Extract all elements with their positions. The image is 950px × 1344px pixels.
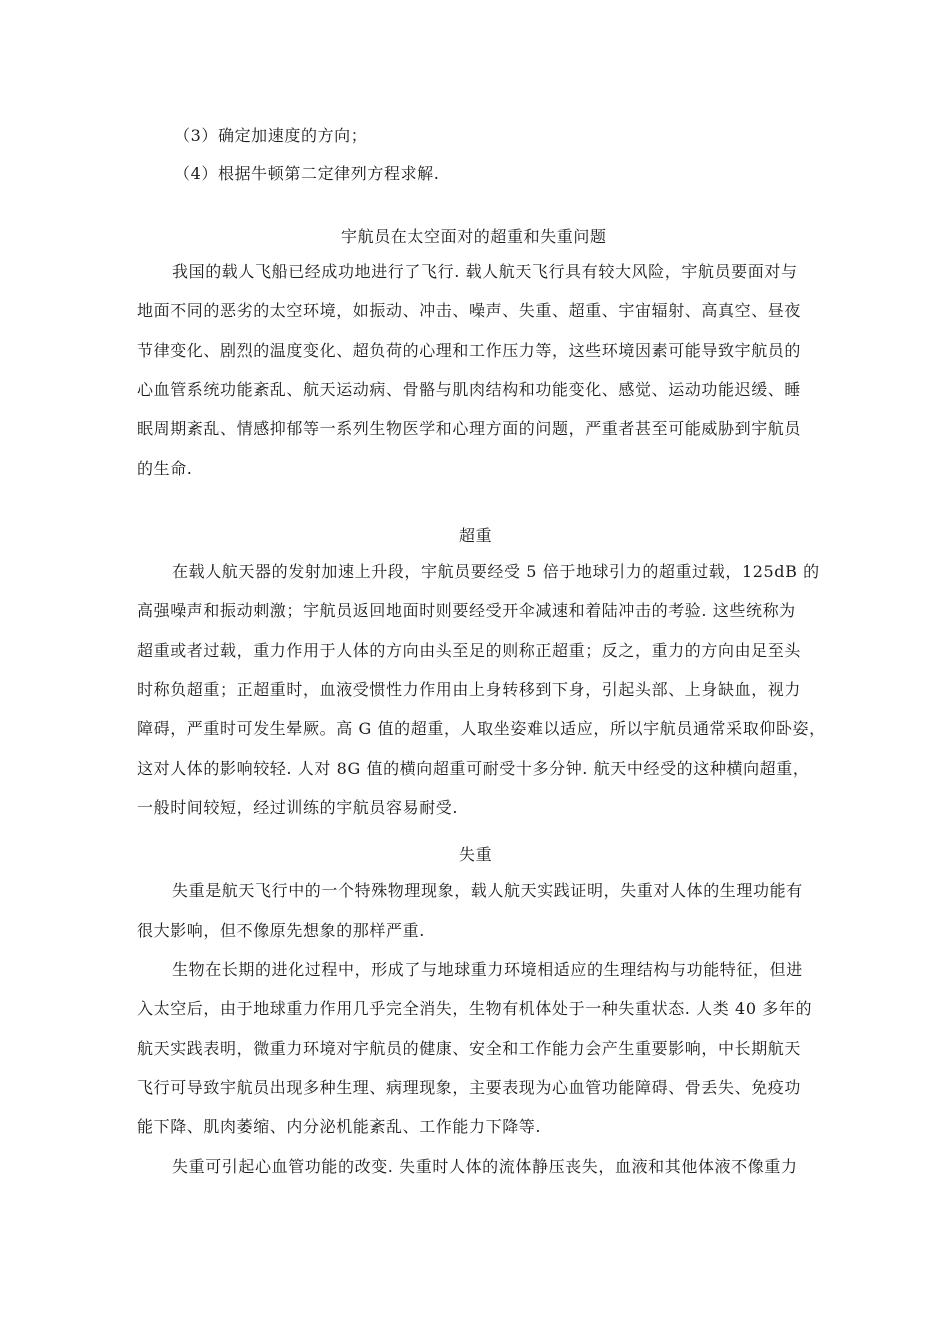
intro-line: 心血管系统功能紊乱、航天运动病、骨骼与肌肉结构和功能变化、感觉、运动功能迟缓、睡 bbox=[137, 380, 802, 399]
overweight-line: 在载人航天器的发射加速上升段，宇航员要经受 5 倍于地球引力的超重过载，125dB 的 bbox=[172, 562, 820, 581]
intro-line: 地面不同的恶劣的太空环境，如振动、冲击、噪声、失重、超重、宇宙辐射、高真空、昼夜 bbox=[137, 301, 802, 320]
overweight-line: 这对人体的影响较轻. 人对 8G 值的横向超重可耐受十多分钟. 航天中经受的这种横向超重， bbox=[137, 759, 810, 778]
weightless-line: 航天实践表明，微重力环境对宇航员的健康、安全和工作能力会产生重要影响，中长期航天 bbox=[137, 1039, 802, 1058]
step-3: （3）确定加速度的方向； bbox=[174, 126, 368, 145]
overweight-line: 障碍，严重时可发生晕厥。高 G 值的超重，人取坐姿难以适应，所以宇航员通常采取仰卧姿， bbox=[137, 719, 826, 738]
weightless-heading: 失重 bbox=[459, 845, 493, 864]
intro-line: 的生命. bbox=[137, 459, 193, 478]
overweight-line: 时称负超重；正超重时，血液受惯性力作用由上身转移到下身，引起头部、上身缺血，视力 bbox=[137, 680, 802, 699]
article-title: 宇航员在太空面对的超重和失重问题 bbox=[341, 227, 607, 246]
step-4: （4）根据牛顿第二定律列方程求解. bbox=[174, 164, 440, 183]
weightless-line: 飞行可导致宇航员出现多种生理、病理现象，主要表现为心血管功能障碍、骨丢失、免疫功 bbox=[137, 1078, 802, 1097]
overweight-heading: 超重 bbox=[459, 526, 493, 545]
overweight-line: 一般时间较短，经过训练的宇航员容易耐受. bbox=[137, 798, 459, 817]
weightless-line: 生物在长期的进化过程中，形成了与地球重力环境相适应的生理结构与功能特征，但进 bbox=[172, 960, 803, 979]
intro-line: 我国的载人飞船已经成功地进行了飞行. 载人航天飞行具有较大风险，宇航员要面对与 bbox=[172, 262, 798, 281]
overweight-line: 超重或者过载，重力作用于人体的方向由头至足的则称正超重；反之，重力的方向由足至头 bbox=[137, 641, 802, 660]
weightless-line: 很大影响，但不像原先想象的那样严重. bbox=[137, 921, 425, 940]
intro-line: 眠周期紊乱、情感抑郁等一系列生物医学和心理方面的问题，严重者甚至可能威胁到宇航员 bbox=[137, 419, 802, 438]
weightless-line: 能下降、肌肉萎缩、内分泌机能紊乱、工作能力下降等. bbox=[137, 1117, 542, 1136]
weightless-line: 入太空后，由于地球重力作用几乎完全消失，生物有机体处于一种失重状态. 人类 40 多年的 bbox=[137, 999, 813, 1018]
weightless-line: 失重可引起心血管功能的改变. 失重时人体的流体静压丧失，血液和其他体液不像重力 bbox=[172, 1157, 798, 1176]
weightless-line: 失重是航天飞行中的一个特殊物理现象，载人航天实践证明，失重对人体的生理功能有 bbox=[172, 881, 803, 900]
overweight-line: 高强噪声和振动刺激；宇航员返回地面时则要经受开伞减速和着陆冲击的考验. 这些统称为 bbox=[137, 601, 796, 620]
intro-line: 节律变化、剧烈的温度变化、超负荷的心理和工作压力等，这些环境因素可能导致宇航员的 bbox=[137, 341, 802, 360]
